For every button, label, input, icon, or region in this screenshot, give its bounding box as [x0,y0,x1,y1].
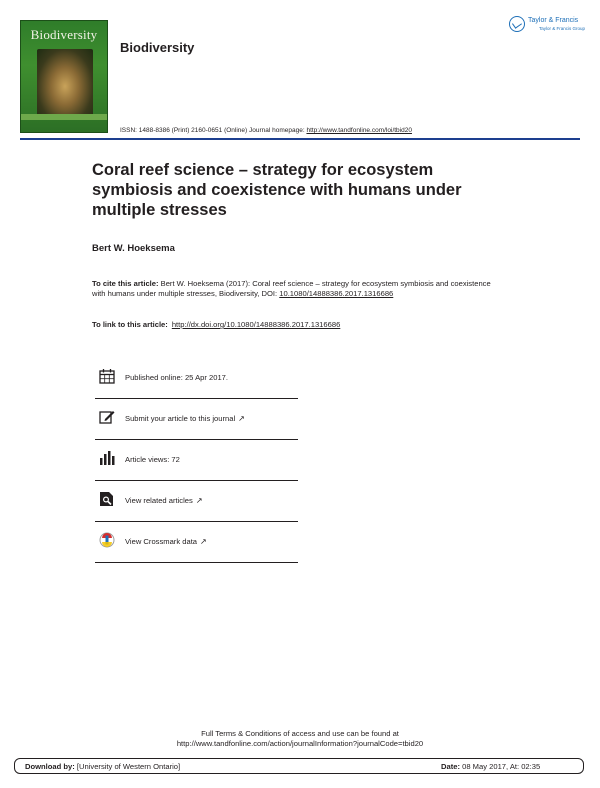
terms-line-1: Full Terms & Conditions of access and use can be found at [201,729,399,738]
cover-band [21,114,107,120]
download-date-label: Date: [441,762,460,771]
terms-notice [0,729,600,749]
article-link-line [92,320,340,329]
crossmark-label: View Crossmark data [125,537,198,546]
related-articles-label: View related articles [125,496,193,505]
cite-text: Bert W. Hoeksema (2017): Coral reef science – strategy for ecosystem symbiosis and coexistence with humans under multiple stresses, Biodiversity, DOI: [92,279,491,299]
related-articles-link[interactable] [125,496,203,505]
issn-line [120,127,412,134]
journal-homepage-link[interactable]: http://www.tandfonline.com/loi/tbid20 [306,127,412,134]
journal-name: Biodiversity [120,40,195,55]
logo-text: Taylor & Francis [528,17,579,24]
related-articles-icon [99,491,115,507]
external-link-icon: ↗ [195,496,203,505]
citation-block [92,279,492,300]
info-row-published [95,358,298,399]
edit-icon [99,409,115,425]
crossmark-icon [99,532,115,548]
cite-doi-link[interactable]: 10.1080/14888386.2017.1316686 [279,289,394,299]
article-author: Bert W. Hoeksema [92,243,175,254]
download-date [441,762,540,771]
external-link-icon: ↗ [200,537,207,546]
taylor-francis-logo [509,16,586,36]
downloaded-by-value: [University of Western Ontario] [74,762,181,771]
logo-subtext: Taylor & Francis Group [539,26,586,31]
calendar-icon [99,368,115,384]
info-row-views [95,440,298,481]
crossmark-link[interactable] [125,537,207,546]
downloaded-by [25,762,180,771]
downloaded-by-label: Download by: [25,762,75,771]
info-row-crossmark[interactable] [95,522,298,563]
submit-article-link[interactable] [125,414,245,423]
download-info-bar [14,758,584,774]
header-rule [20,138,580,140]
download-date-value: 08 May 2017, At: 02:35 [460,762,541,771]
issn-text: ISSN: 1488-8386 (Print) 2160-0651 (Online) Journal homepage: [120,127,307,134]
taylor-francis-logo-icon [509,16,525,32]
published-date: Published online: 25 Apr 2017. [125,373,229,382]
external-link-icon: ↗ [238,414,245,423]
article-views: Article views: 72 [125,455,180,464]
cover-photo [37,49,93,117]
info-row-related[interactable] [95,481,298,522]
submit-article-label: Submit your article to this journal [125,414,236,423]
article-title: Coral reef science – strategy for ecosystem symbiosis and coexistence with humans under multiple stresses [92,161,462,219]
journal-cover-thumbnail [20,20,108,133]
article-doi-link[interactable]: http://dx.doi.org/10.1080/14888386.2017.1316686 [171,320,341,329]
link-label: To link to this article: [92,320,168,329]
terms-url-link[interactable]: http://www.tandfonline.com/action/journalInformation?journalCode=tbid20 [176,739,424,748]
cite-label: To cite this article: [92,279,159,288]
bar-chart-icon [99,450,115,466]
info-row-submit[interactable] [95,399,298,440]
cover-title: Biodiversity [30,27,98,42]
